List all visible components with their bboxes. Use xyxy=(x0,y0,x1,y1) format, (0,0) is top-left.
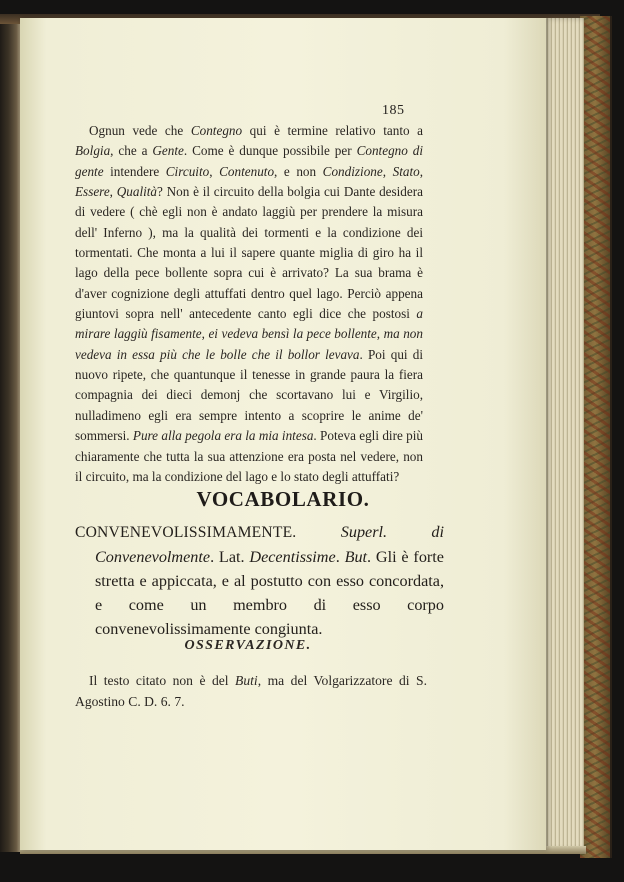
italic-run: Gente xyxy=(152,143,184,159)
italic-run: a mirare laggiù fisamente xyxy=(75,306,423,342)
section-title: VOCABOLARIO. xyxy=(196,487,370,511)
text-run: , xyxy=(382,163,393,179)
italic-run: Decentissime xyxy=(249,548,336,566)
text-run: , ma del Volgarizzatore di S. Agostino C. D. 6. 7. xyxy=(75,673,427,709)
italic-run: Stato xyxy=(392,163,420,179)
italic-run: Superl. di Convenevolmente xyxy=(95,523,444,566)
text-run: Ognun vede che xyxy=(89,123,191,138)
book-binding xyxy=(0,14,22,852)
text-run: ? Non è il circuito della bolgia cui Dante desidera di vedere ( chè egli non è andato laggiù per prendere la misura dell' Inferno ), ma la qualità dei tormenti e la condizione dei tormentati. Che monta a lui il sapere quante miglia di giro ha il lago della pece bollente sopra cui è arrivato? La sua brama è d'aver cognizione degli attuffati dentro quel lago. Perciò appena giuntovi sopra nell' antecedente canto egli dice che postosi xyxy=(75,184,423,322)
text-run: . xyxy=(335,548,345,566)
italic-run: ei vedeva bensì la pece bollente xyxy=(208,326,377,342)
italic-run: Essere xyxy=(75,184,110,200)
italic-run: Buti xyxy=(235,673,258,688)
observation-note xyxy=(75,671,427,712)
text-run: Il testo citato non è del xyxy=(89,673,236,688)
text-run: intendere xyxy=(103,163,166,179)
italic-run: Condizione xyxy=(322,163,383,179)
italic-run: Circuito xyxy=(165,163,210,179)
italic-run: Pure alla pegola era la mia intesa xyxy=(132,428,314,444)
italic-run: Contegno xyxy=(190,123,243,138)
text-run: . Lat. xyxy=(210,548,250,566)
page-stack-edges xyxy=(542,18,584,850)
text-run: , xyxy=(376,326,384,342)
page-number: 185 xyxy=(382,103,405,118)
text-run: . Poi qui di nuovo ripete, che quantunque il tenesse in grande paura la fiera compagnia dei dieci demonj che scortavano lui e Virgilio, nulladimeno egli era sempre intento a scoprire le anime de' sommersi. xyxy=(75,346,424,444)
text-run: , xyxy=(201,326,209,342)
italic-run: Contenuto xyxy=(219,163,275,179)
entry-headword: CONVENEVOLISSIMAMENTE. xyxy=(75,524,297,541)
commentary-paragraph xyxy=(75,121,423,487)
italic-run: Qualità xyxy=(116,184,158,200)
text-run: , che a xyxy=(110,143,153,159)
text-run: , xyxy=(209,163,220,179)
text-run: . Gli è forte stretta e appiccata, e al postutto con esso concordata, e come un membro di esso corpo convenevolissimamente congiunta. xyxy=(95,548,444,638)
text-run xyxy=(296,523,340,541)
text-run: . Poteva egli dire più chiaramente che tutta la sua attenzione era posta nel vedere, non il circuito, ma la condizione del lago e lo stato degli attuffati? xyxy=(75,428,423,484)
italic-run: Bolgia xyxy=(75,143,111,159)
italic-run: ma non vedeva in essa più che le bolle che il bollor levava xyxy=(75,326,423,362)
dictionary-entry xyxy=(75,520,444,641)
text-run: , xyxy=(419,163,424,179)
text-run: qui è termine relativo tanto a xyxy=(242,123,424,138)
observation-heading: OSSERVAZIONE. xyxy=(184,638,312,653)
text-run: . Come è dunque possibile per xyxy=(183,143,357,159)
italic-run: But xyxy=(344,548,368,566)
italic-run: Contegno di gente xyxy=(75,143,424,179)
text-run: , xyxy=(109,184,117,200)
marbled-page-edge xyxy=(580,16,612,858)
text-run: , e non xyxy=(274,163,323,179)
